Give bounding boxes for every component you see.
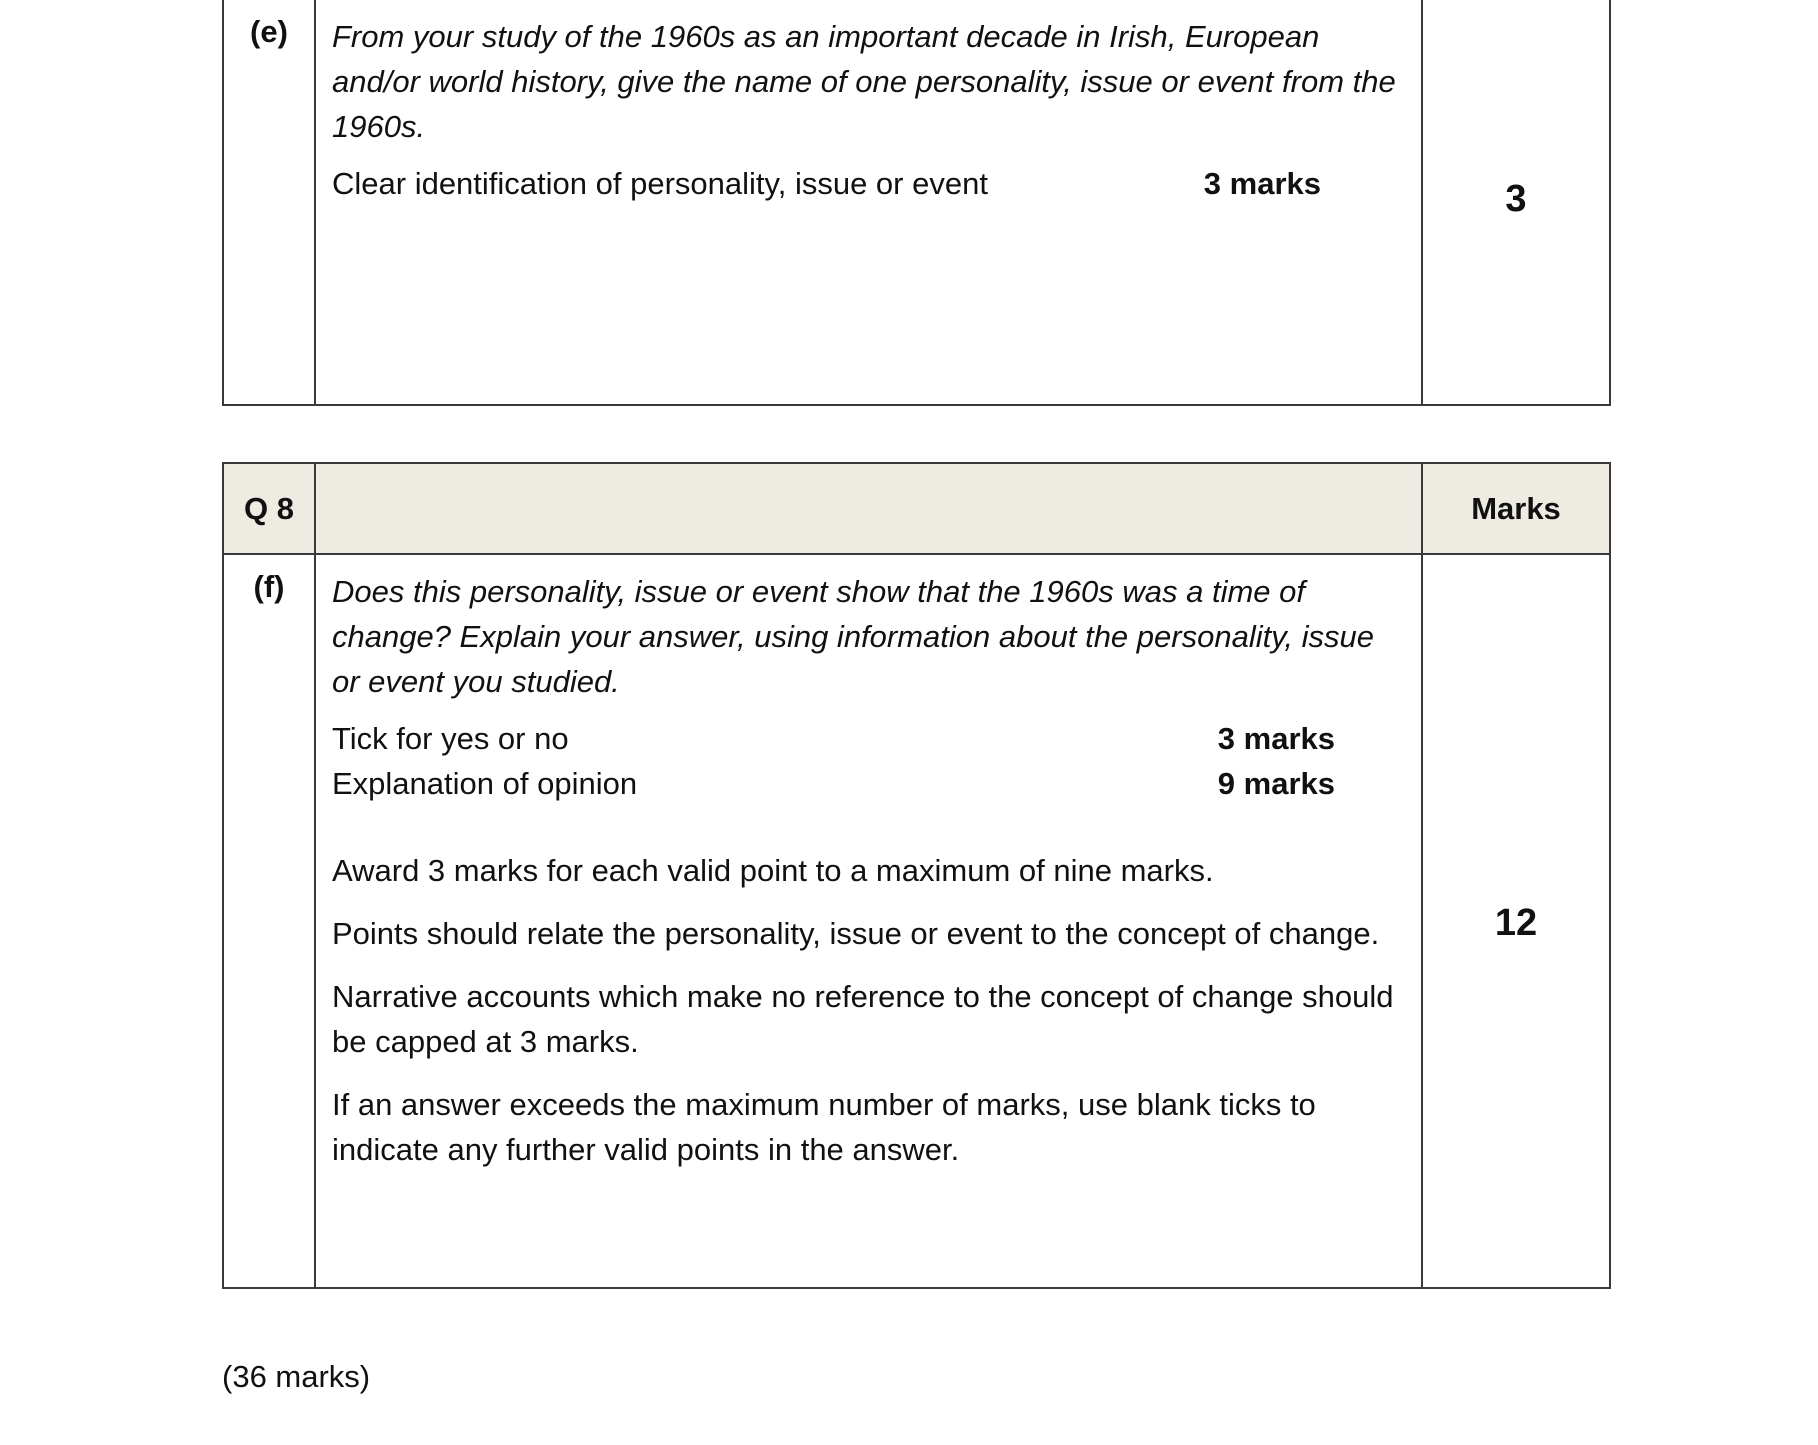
part-e-marks-cell [1422,0,1610,405]
criterion-text: Explanation of opinion [332,766,638,801]
blank-header-cell [315,463,1422,554]
part-f-total-marks: 12 [1494,902,1538,944]
question-number-header: Q 8 [223,463,315,554]
part-e-total-marks: 3 [1505,178,1527,220]
part-e-label: (e) [250,14,288,49]
total-marks-note: (36 marks) [222,1359,371,1394]
marking-criteria [332,716,1403,806]
marking-criterion [332,761,1403,806]
part-e-question: From your study of the 1960s as an important decade in Irish, European and/or world history, give the name of one personality, issue or event from the 1960s. [332,19,1396,144]
marking-criterion [332,161,1403,206]
criterion-text: Clear identification of personality, issue or event [332,166,988,201]
part-e-content [315,0,1422,405]
part-f-question: Does this personality, issue or event show that the 1960s was a time of change? Explain your answer, using information about the personality, issue or event you studied. [332,574,1374,699]
marking-note: Points should relate the personality, issue or event to the concept of change. [332,916,1380,951]
part-f-label: (f) [253,569,285,604]
criterion-marks: 3 marks [1217,721,1335,756]
part-f-content [315,554,1422,1288]
part-label-cell [223,554,315,1288]
criterion-text: Tick for yes or no [332,721,569,756]
marking-table-part-e [222,0,1611,406]
marks-column-header: Marks [1422,463,1610,554]
criterion-marks: 9 marks [1217,766,1335,801]
table-row [223,554,1610,1288]
part-f-marks-cell [1422,554,1610,1288]
marking-note: If an answer exceeds the maximum number of marks, use blank ticks to indicate any further valid points in the answer. [332,1087,1316,1167]
part-label-cell [223,0,315,405]
marking-table-q8 [222,462,1611,1289]
table-header-row [223,463,1610,554]
marking-criterion [332,716,1403,761]
criterion-marks: 3 marks [1203,166,1321,201]
marking-note: Narrative accounts which make no reference to the concept of change should be capped at 3 marks. [332,979,1394,1059]
marking-note: Award 3 marks for each valid point to a maximum of nine marks. [332,853,1214,888]
table-row [223,0,1610,405]
